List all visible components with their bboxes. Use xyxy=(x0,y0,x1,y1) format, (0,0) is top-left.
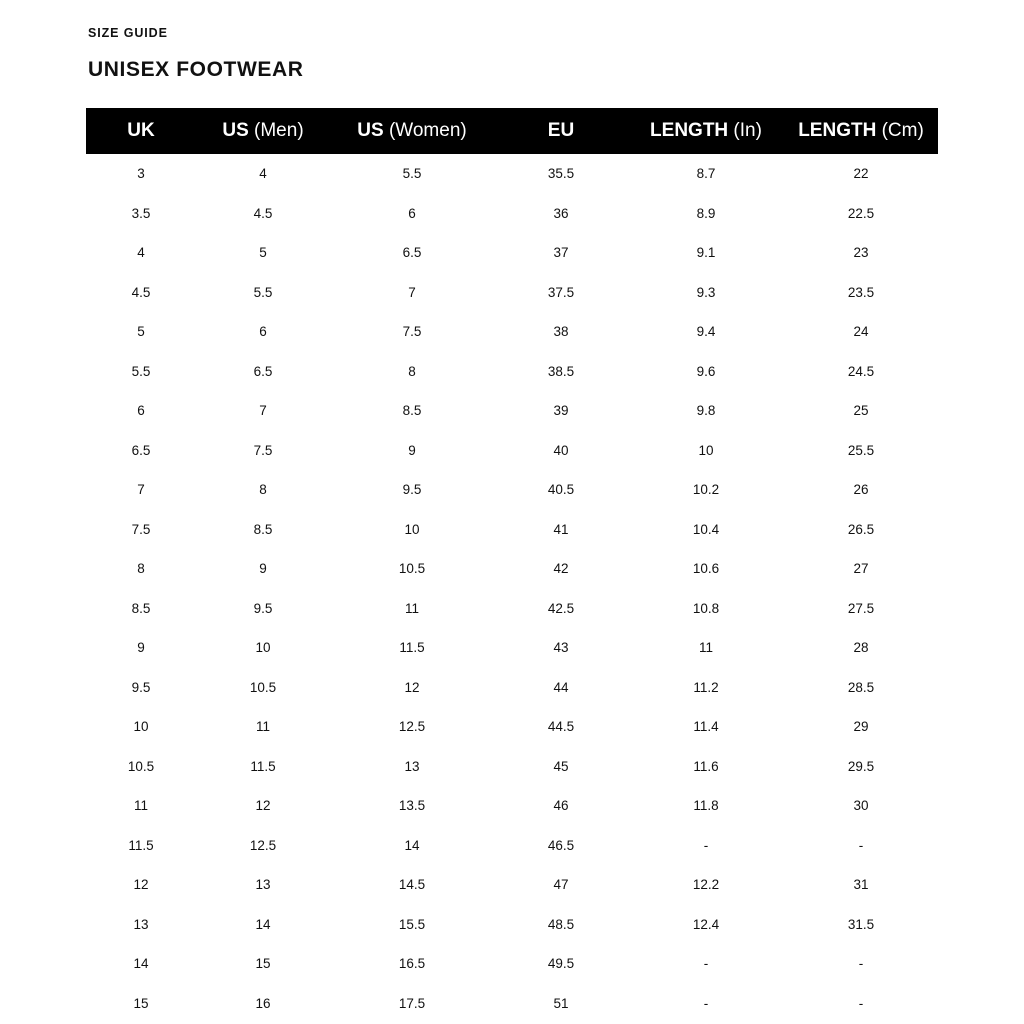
table-cell: 9 xyxy=(259,561,267,577)
table-cell: 15.5 xyxy=(398,916,426,932)
column-header-3 xyxy=(494,108,628,154)
table-cell: 42 xyxy=(553,561,569,577)
column-header-name: LENGTH xyxy=(650,120,729,141)
table-cell: 14.5 xyxy=(398,877,426,893)
column-header-5 xyxy=(784,108,938,154)
table-cell: 9.3 xyxy=(696,284,716,300)
table-cell: 24.5 xyxy=(847,363,875,379)
column-header-unit: (Men) xyxy=(248,120,304,141)
table-row xyxy=(86,668,938,708)
table-cell: 9.4 xyxy=(696,324,716,340)
table-cell: 17.5 xyxy=(398,995,426,1011)
table-cell: 49.5 xyxy=(547,956,575,972)
eyebrow-label: SIZE GUIDE xyxy=(88,26,168,40)
table-cell: 12.2 xyxy=(692,877,720,893)
table-cell: 10 xyxy=(133,719,149,735)
column-header-name: UK xyxy=(127,120,155,141)
table-cell: - xyxy=(858,837,864,853)
table-cell: 26 xyxy=(853,482,869,498)
table-row xyxy=(86,510,938,550)
table-cell: 4.5 xyxy=(253,205,273,221)
table-cell: 29 xyxy=(853,719,869,735)
table-cell: 27.5 xyxy=(847,600,875,616)
table-cell: 11.4 xyxy=(693,719,719,735)
table-row xyxy=(86,905,938,945)
table-cell: 44.5 xyxy=(547,719,575,735)
column-header-0 xyxy=(86,108,196,154)
table-cell: 5 xyxy=(259,245,267,261)
table-header xyxy=(86,108,938,154)
table-cell: 7.5 xyxy=(131,521,151,537)
table-cell: 12.4 xyxy=(692,916,720,932)
table-row xyxy=(86,747,938,787)
size-chart-table xyxy=(86,108,938,1023)
table-cell: 10.8 xyxy=(692,600,720,616)
table-cell: 36 xyxy=(553,205,569,221)
table-cell: - xyxy=(703,995,709,1011)
table-cell: 6.5 xyxy=(402,245,422,261)
table-row xyxy=(86,628,938,668)
table-row xyxy=(86,273,938,313)
table-cell: 8.9 xyxy=(696,205,716,221)
table-cell: 46 xyxy=(553,798,569,814)
table-cell: 11.5 xyxy=(128,837,154,853)
table-cell: 37 xyxy=(553,245,569,261)
table-cell: 5.5 xyxy=(131,363,151,379)
table-row xyxy=(86,391,938,431)
table-cell: 35.5 xyxy=(547,166,575,182)
table-cell: 9.1 xyxy=(696,245,716,261)
table-row xyxy=(86,826,938,866)
table-cell: 38.5 xyxy=(547,363,575,379)
table-cell: 42.5 xyxy=(547,600,575,616)
table-cell: - xyxy=(858,995,864,1011)
table-cell: 8 xyxy=(137,561,145,577)
table-cell: - xyxy=(703,956,709,972)
table-cell: 9 xyxy=(408,442,416,458)
table-row xyxy=(86,865,938,905)
table-cell: 10.6 xyxy=(692,561,720,577)
table-cell: 10.5 xyxy=(127,758,155,774)
table-cell: 48.5 xyxy=(547,916,575,932)
table-cell: 12 xyxy=(133,877,149,893)
table-row xyxy=(86,154,938,194)
table-cell: 40.5 xyxy=(547,482,575,498)
table-cell: 43 xyxy=(553,640,569,656)
table-cell: 10.5 xyxy=(398,561,426,577)
table-cell: 11.8 xyxy=(693,798,719,814)
table-cell: 7 xyxy=(408,284,416,300)
table-row xyxy=(86,352,938,392)
table-cell: 27 xyxy=(853,561,869,577)
table-cell: 6.5 xyxy=(253,363,273,379)
table-cell: 30 xyxy=(853,798,869,814)
table-cell: 4 xyxy=(137,245,145,261)
table-cell: 9.5 xyxy=(131,679,151,695)
table-cell: 11 xyxy=(404,600,419,616)
table-cell: 6 xyxy=(408,205,416,221)
table-cell: 3.5 xyxy=(131,205,151,221)
table-header-row xyxy=(86,108,938,154)
table-cell: 14 xyxy=(255,916,271,932)
column-header-1 xyxy=(196,108,330,154)
table-cell: 10 xyxy=(698,442,714,458)
column-header-unit: (In) xyxy=(728,120,762,141)
table-cell: 10 xyxy=(255,640,271,656)
table-cell: 12.5 xyxy=(249,837,277,853)
table-cell: 47 xyxy=(553,877,569,893)
table-body xyxy=(86,154,938,1023)
table-cell: 22 xyxy=(853,166,869,182)
table-cell: 6 xyxy=(259,324,267,340)
table-cell: 11.5 xyxy=(250,758,276,774)
table-cell: 7 xyxy=(259,403,267,419)
table-cell: 4.5 xyxy=(131,284,151,300)
table-row xyxy=(86,944,938,984)
column-header-unit: (Women) xyxy=(383,120,467,141)
table-row xyxy=(86,589,938,629)
table-cell: 10 xyxy=(404,521,420,537)
column-header-name: EU xyxy=(547,120,575,141)
table-cell: - xyxy=(703,837,709,853)
table-cell: 12 xyxy=(255,798,271,814)
table-cell: 22.5 xyxy=(847,205,875,221)
table-cell: 8.5 xyxy=(131,600,151,616)
table-cell: 25.5 xyxy=(847,442,875,458)
column-header-name: US xyxy=(222,120,249,141)
column-header-name: US xyxy=(357,120,384,141)
table-cell: 8 xyxy=(259,482,267,498)
column-header-name: LENGTH xyxy=(798,120,877,141)
table-cell: 26.5 xyxy=(847,521,875,537)
table-cell: 5.5 xyxy=(253,284,273,300)
column-header-4 xyxy=(628,108,784,154)
table-row xyxy=(86,707,938,747)
table-cell: 51 xyxy=(553,995,569,1011)
table-cell: 11.6 xyxy=(693,758,719,774)
table-cell: 9 xyxy=(137,640,145,656)
table-cell: 41 xyxy=(553,521,569,537)
table-cell: 16.5 xyxy=(398,956,426,972)
table-cell: 9.6 xyxy=(696,363,716,379)
table-cell: 25 xyxy=(853,403,869,419)
table-cell: 14 xyxy=(404,837,420,853)
table-cell: 9.8 xyxy=(696,403,716,419)
table-cell: 45 xyxy=(553,758,569,774)
table-cell: 13 xyxy=(404,758,420,774)
table-cell: 7 xyxy=(137,482,145,498)
table-cell: 5 xyxy=(137,324,145,340)
table-row xyxy=(86,233,938,273)
column-header-2 xyxy=(330,108,494,154)
table-cell: 9.5 xyxy=(253,600,273,616)
table-row xyxy=(86,549,938,589)
table-cell: 8.5 xyxy=(253,521,273,537)
table-cell: 10.2 xyxy=(692,482,720,498)
table-row xyxy=(86,194,938,234)
table-cell: 15 xyxy=(133,995,149,1011)
table-cell: 23 xyxy=(853,245,869,261)
table-row xyxy=(86,312,938,352)
table-cell: 5.5 xyxy=(402,166,422,182)
table-cell: 9.5 xyxy=(402,482,422,498)
table-cell: 28 xyxy=(853,640,869,656)
table-cell: 37.5 xyxy=(547,284,575,300)
table-cell: - xyxy=(858,956,864,972)
table-row xyxy=(86,431,938,471)
table-row xyxy=(86,470,938,510)
table-cell: 29.5 xyxy=(847,758,875,774)
table-cell: 23.5 xyxy=(847,284,875,300)
table-cell: 13 xyxy=(255,877,271,893)
table-cell: 31 xyxy=(853,877,869,893)
table-cell: 46.5 xyxy=(547,837,575,853)
table-cell: 8.7 xyxy=(696,166,716,182)
table-cell: 15 xyxy=(255,956,271,972)
table-cell: 24 xyxy=(853,324,869,340)
table-cell: 13 xyxy=(133,916,149,932)
table-cell: 7.5 xyxy=(402,324,422,340)
column-header-unit: (Cm) xyxy=(876,120,924,141)
table-cell: 12.5 xyxy=(398,719,426,735)
table-cell: 3 xyxy=(137,166,145,182)
table-cell: 6 xyxy=(137,403,145,419)
table-cell: 31.5 xyxy=(847,916,875,932)
table-cell: 11.5 xyxy=(399,640,425,656)
table-cell: 8 xyxy=(408,363,416,379)
page-title: UNISEX FOOTWEAR xyxy=(88,58,304,81)
table-cell: 16 xyxy=(255,995,271,1011)
table-cell: 10.4 xyxy=(692,521,720,537)
table-cell: 11 xyxy=(133,798,148,814)
table-row xyxy=(86,786,938,826)
table-cell: 39 xyxy=(553,403,569,419)
table-cell: 7.5 xyxy=(253,442,273,458)
table-cell: 10.5 xyxy=(249,679,277,695)
table-cell: 4 xyxy=(259,166,267,182)
table-cell: 12 xyxy=(404,679,420,695)
table-cell: 6.5 xyxy=(131,442,151,458)
table-cell: 13.5 xyxy=(398,798,426,814)
table-cell: 11.2 xyxy=(693,679,719,695)
table-cell: 11 xyxy=(698,640,713,656)
table-cell: 38 xyxy=(553,324,569,340)
table-cell: 40 xyxy=(553,442,569,458)
table-cell: 8.5 xyxy=(402,403,422,419)
table-cell: 44 xyxy=(553,679,569,695)
table-cell: 28.5 xyxy=(847,679,875,695)
table-cell: 14 xyxy=(133,956,149,972)
table-cell: 11 xyxy=(255,719,270,735)
table-row xyxy=(86,984,938,1024)
